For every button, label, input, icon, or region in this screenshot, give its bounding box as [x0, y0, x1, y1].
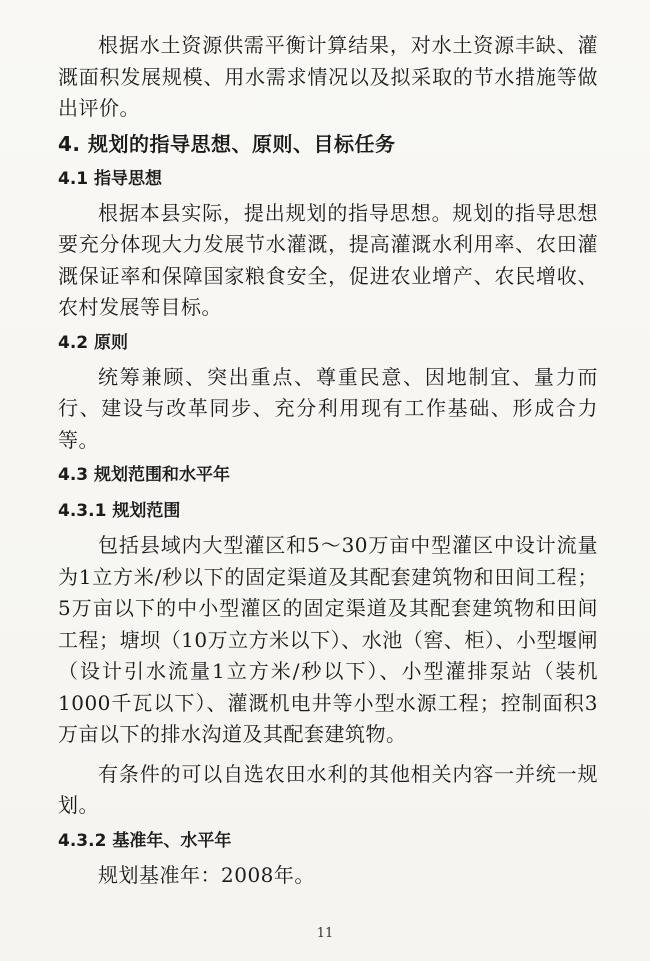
paragraph-evaluation: 根据水土资源供需平衡计算结果，对水土资源丰缺、灌溉面积发展规模、用水需求情况以及拟采取的节水措施等做出评价。	[58, 33, 598, 120]
section-heading-4-3-2: 4.3.2 基准年、水平年	[58, 830, 232, 851]
paragraph-optional-content: 有条件的可以自选农田水利的其他相关内容一并统一规划。	[58, 761, 598, 817]
paragraph-principles: 统筹兼顾、突出重点、尊重民意、因地制宜、量力而行、建设与改革同步、充分利用现有工作基础、形成合力等。	[58, 364, 598, 452]
page-number: 11	[316, 926, 334, 941]
page-content	[58, 30, 598, 891]
paragraph-guiding-thought: 根据本县实际，提出规划的指导思想。规划的指导思想要充分体现大力发展节水灌溉，提高灌溉水利用率、农田灌溉保证率和保障国家粮食安全，促进农业增产、农民增收、农村发展等目标。	[58, 200, 598, 319]
paragraph-base-year: 规划基准年：2008年。	[98, 862, 315, 887]
section-heading-4-2: 4.2 原则	[58, 332, 129, 353]
paragraph-scope: 包括县域内大型灌区和5～30万亩中型灌区中设计流量为1立方米/秒以下的固定渠道及其配套建筑物和田间工程；5万亩以下的中小型灌区的固定渠道及其配套建筑物和田间工程；塘坝（10万立方米以下）、水池（窖、柜）、小型堰闸（设计引水流量1立方米/秒以下）、小型灌排泵站（装机1000千瓦以下）、灌溉机电井等小型水源工程；控制面积3万亩以下的排水沟道及其配套建筑物。	[58, 533, 598, 746]
section-heading-4-1: 4.1 指导思想	[58, 168, 163, 189]
section-heading-4: 4. 规划的指导思想、原则、目标任务	[58, 131, 396, 156]
section-heading-4-3: 4.3 规划范围和水平年	[58, 465, 231, 485]
section-heading-4-3-1: 4.3.1 规划范围	[58, 501, 181, 521]
